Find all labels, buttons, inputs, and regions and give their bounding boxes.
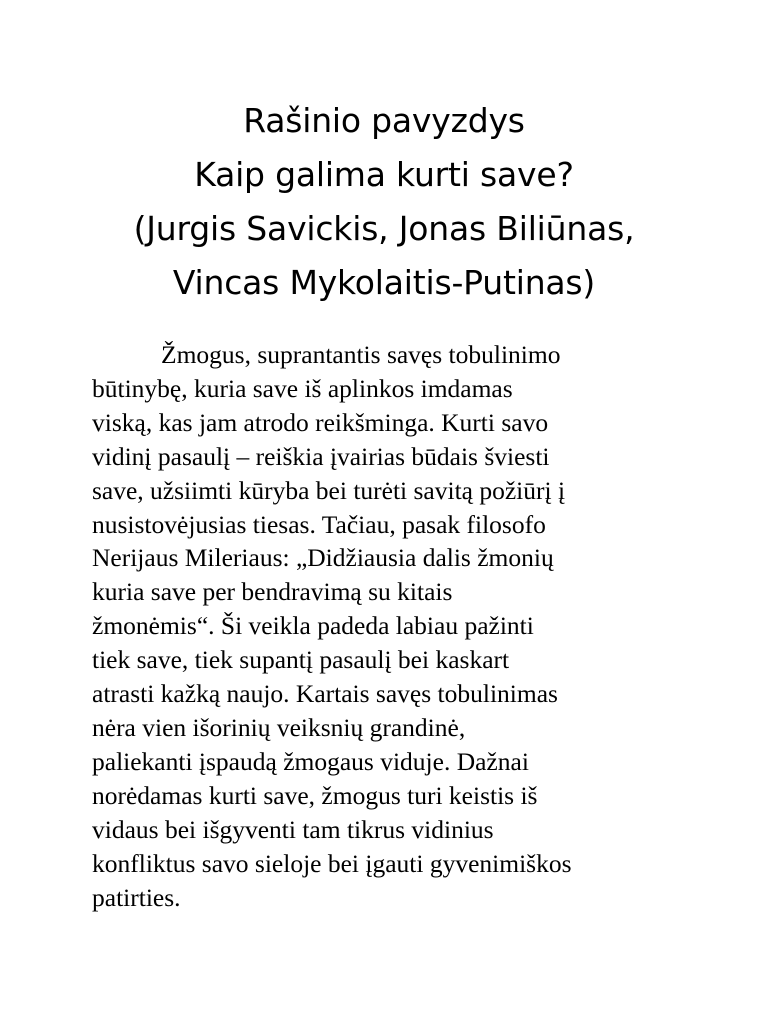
paragraph-line: nusistovėjusias tiesas. Tačiau, pasak filosofo <box>92 509 546 539</box>
paragraph-line: patirties. <box>92 882 181 912</box>
title-line: Kaip galima kurti save? <box>194 155 574 194</box>
paragraph-line: nėra vien išorinių veiksnių grandinė, <box>92 712 466 742</box>
paragraph-line: atrasti kažką naujo. Kartais savęs tobulinimas <box>92 679 558 709</box>
paragraph-line: vidinį pasaulį – reiškia įvairias būdais šviesti <box>92 441 550 471</box>
paragraph-line: Nerijaus Mileriaus: „Didžiausia dalis žmonių <box>92 543 554 573</box>
title-line: Rašinio pavyzdys <box>243 101 525 140</box>
essay-paragraph <box>92 338 692 914</box>
paragraph-line: save, užsiimti kūryba bei turėti savitą požiūrį į <box>92 475 566 505</box>
paragraph-line: Žmogus, suprantantis savęs tobulinimo <box>161 340 561 369</box>
paragraph-line: žmonėmis“. Ši veikla padeda labiau pažinti <box>92 611 534 641</box>
title-line: Vincas Mykolaitis-Putinas) <box>172 263 596 302</box>
document-title <box>0 94 768 310</box>
paragraph-line: vidaus bei išgyventi tam tikrus vidinius <box>92 814 494 844</box>
title-line: (Jurgis Savickis, Jonas Biliūnas, <box>133 209 635 248</box>
paragraph-line: tiek save, tiek supantį pasaulį bei kaskart <box>92 645 510 675</box>
paragraph-line: konfliktus savo sieloje bei įgauti gyvenimiškos <box>92 848 572 878</box>
paragraph-line: paliekanti įspaudą žmogaus viduje. Dažnai <box>92 746 529 776</box>
paragraph-line: būtinybę, kuria save iš aplinkos imdamas <box>92 373 513 403</box>
paragraph-line: viską, kas jam atrodo reikšminga. Kurti savo <box>92 407 549 437</box>
paragraph-line: kuria save per bendravimą su kitais <box>92 577 453 607</box>
paragraph-line: norėdamas kurti save, žmogus turi keistis iš <box>92 780 538 810</box>
